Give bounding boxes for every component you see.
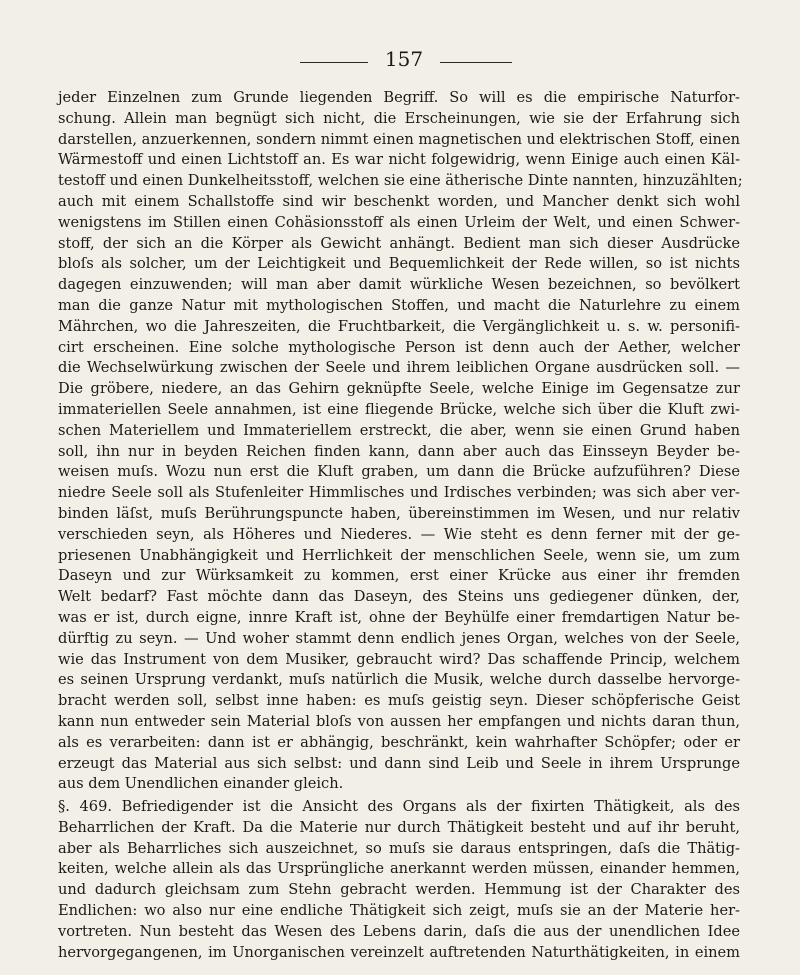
text-line: und dadurch gleichsam zum Stehn gebracht werden. Hemmung ist der Charakter des — [58, 881, 740, 899]
header-rule-left — [300, 62, 368, 63]
text-line: Beharrlichen der Kraft. Da die Materie nur durch Thätigkeit besteht und auf ihr beruht, — [58, 818, 740, 836]
text-line: als es verarbeiten: dann ist er abhängig, beschränkt, kein wahrhafter Schöpfer; oder er — [58, 733, 740, 751]
text-line: Daseyn und zur Würksamkeit zu kommen, erst einer Krücke aus einer ihr fremden — [58, 567, 740, 585]
text-line: auch mit einem Schallstoffe sind wir beschenkt worden, und Mancher denkt sich wohl — [58, 192, 740, 210]
text-line: immateriellen Seele annahmen, ist eine fliegende Brücke, welche sich über die Kluft zwi- — [58, 400, 740, 418]
text-line: verschieden seyn, als Höheres und Niederes. — Wie steht es denn ferner mit der ge- — [58, 525, 740, 543]
text-line: soll, ihn nur in beyden Reichen finden kann, dann aber auch das Einsseyn Beyder be- — [58, 442, 740, 460]
text-line: es seinen Ursprung verdankt, muſs natürlich die Musik, welche durch dasselbe hervorge- — [58, 671, 740, 689]
text-line: bloſs als solcher, um der Leichtigkeit und Bequemlichkeit der Rede willen, so ist nichts — [58, 255, 740, 273]
page-header — [0, 44, 800, 74]
paragraph-469-start: §. 469. Befriedigender ist die Ansicht des Organs als der fixirten Thätigkeit, als des — [58, 798, 740, 816]
text-line: Die gröbere, niedere, an das Gehirn geknüpfte Seele, welche Einige im Gegensatze zur — [58, 380, 740, 398]
text-line: keiten, welche allein als das Ursprüngliche anerkannt werden müssen, einander hemmen, — [58, 860, 740, 878]
text-line: binden läſst, muſs Berührungspuncte haben, übereinstimmen im Wesen, und nur relativ — [58, 504, 740, 522]
text-line: erzeugt das Material aus sich selbst: und dann sind Leib und Seele in ihrem Ursprunge — [58, 754, 740, 772]
text-line: die Wechselwürkung zwischen der Seele und ihrem leiblichen Organe ausdrücken soll. — — [58, 359, 740, 377]
text-line: wenigstens im Stillen einen Cohäsionsstoff als einen Urleim der Welt, und einen Schwer- — [58, 213, 740, 231]
text-line: Wärmestoff und einen Lichtstoff an. Es war nicht folgewidrig, wenn Einige auch einen Käl- — [58, 151, 740, 169]
text-line: was er ist, durch eigne, innre Kraft ist, ohne der Beyhülfe einer fremdartigen Natur be- — [58, 608, 740, 626]
text-line: stoff, der sich an die Körper als Gewicht anhängt. Bedient man sich dieser Ausdrücke — [58, 234, 740, 252]
body-text — [58, 88, 743, 963]
text-line: darstellen, anzuerkennen, sondern nimmt einen magnetischen und elektrischen Stoff, einen — [58, 130, 740, 148]
text-line: schung. Allein man begnügt sich nicht, die Erscheinungen, wie sie der Erfahrung sich — [58, 109, 740, 127]
page-number: 157 — [384, 47, 424, 71]
text-line: kann nun entweder sein Material bloſs von aussen her empfangen und nichts daran thun, — [58, 712, 740, 730]
text-line: Welt bedarf? Fast möchte dann das Daseyn, des Steins uns gediegener dünken, der, — [58, 588, 740, 606]
text-line: cirt erscheinen. Eine solche mythologische Person ist denn auch der Aether, welcher — [58, 338, 740, 356]
header-rule-right — [440, 62, 512, 63]
text-line: jeder Einzelnen zum Grunde liegenden Begriff. So will es die empirische Naturfor- — [58, 89, 740, 106]
text-line: testoff und einen Dunkelheitsstoff, welchen sie eine ätherische Dinte nannten, hinzuzählten; — [58, 172, 743, 190]
text-line: Mährchen, wo die Jahreszeiten, die Fruchtbarkeit, die Vergänglichkeit u. s. w. personifi- — [58, 317, 740, 335]
text-line: hervorgegangenen, im Unorganischen vereinzelt auftretenden Naturthätigkeiten, in einem — [58, 943, 740, 961]
text-line: niedre Seele soll als Stufenleiter Himmlisches und Irdisches verbinden; was sich aber ver- — [58, 484, 740, 502]
text-line: wie das Instrument von dem Musiker, gebraucht wird? Das schaffende Princip, welchem — [58, 650, 740, 668]
text-line: dagegen einzuwenden; will man aber damit würkliche Wesen bezeichnen, so bevölkert — [58, 276, 740, 294]
text-line: Endlichen: wo also nur eine endliche Thätigkeit sich zeigt, muſs sie an der Materie her- — [58, 902, 740, 920]
text-line: schen Materiellem und Immateriellem erstreckt, die aber, wenn sie einen Grund haben — [58, 421, 740, 439]
text-line: bracht werden soll, selbst inne haben: es muſs geistig seyn. Dieser schöpferische Geist — [58, 692, 740, 710]
text-line: weisen muſs. Wozu nun erst die Kluft graben, um dann die Brücke aufzuführen? Diese — [58, 463, 740, 481]
text-line: dürftig zu seyn. — Und woher stammt denn endlich jenes Organ, welches von der Seele, — [58, 629, 740, 647]
text-line: man die ganze Natur mit mythologischen Stoffen, und macht die Naturlehre zu einem — [58, 296, 740, 314]
text-line: priesenen Unabhängigkeit und Herrlichkeit der menschlichen Seele, wenn sie, um zum — [58, 546, 740, 564]
text-line: aber als Beharrliches sich auszeichnet, so muſs sie daraus entspringen, daſs die Thätig- — [58, 839, 740, 857]
text-line: aus dem Unendlichen einander gleich. — [58, 775, 344, 793]
text-line: vortreten. Nun besteht das Wesen des Lebens darin, daſs die aus der unendlichen Idee — [58, 922, 740, 940]
